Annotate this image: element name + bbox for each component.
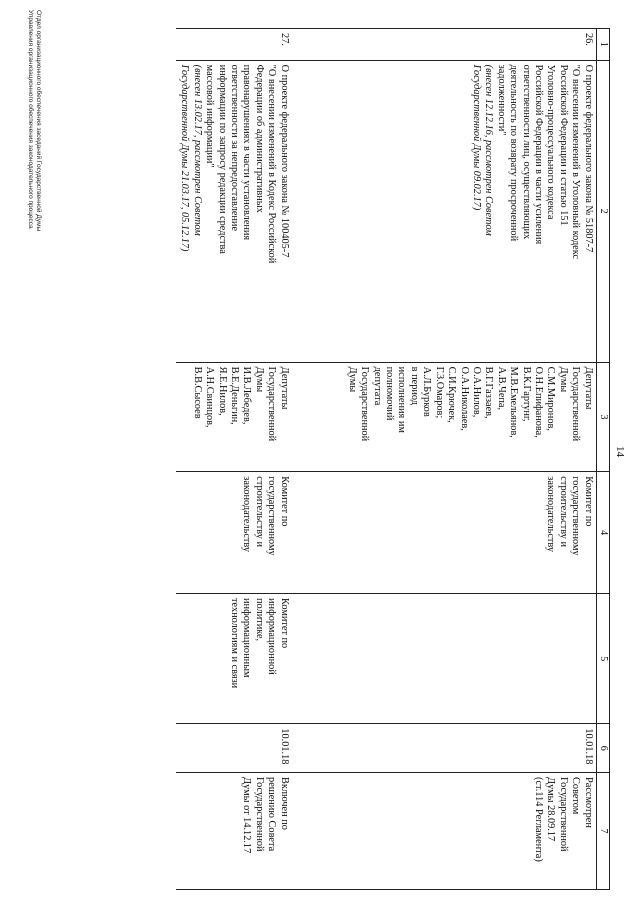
page-number: 14 xyxy=(614,446,626,457)
text-line: Депутаты xyxy=(582,366,594,410)
text-line: В.В.Сысоев xyxy=(191,366,203,419)
text-line: исполнения им xyxy=(396,366,408,433)
text-line: О проекте федерального закона № 51807-7 xyxy=(582,64,594,253)
text-line: Думы от 14.12.17 xyxy=(241,777,253,854)
text-line: Комитет по xyxy=(278,476,290,527)
text-line: Думы xyxy=(253,366,265,393)
text-line: массовой информации" xyxy=(204,64,216,168)
text-line: В.Г.Газзаев, xyxy=(483,366,495,419)
date-text: 10.01.18 xyxy=(278,728,290,765)
text-line: государственному xyxy=(266,476,278,556)
footer xyxy=(26,10,42,231)
text-line: О.А.Николаев, xyxy=(458,366,470,431)
text-line: Российской Федерации в части усиления xyxy=(532,64,544,245)
text-line: Думы xyxy=(557,366,569,393)
text-line: полномочий xyxy=(384,366,396,421)
text-line: В.К.Гартунг, xyxy=(520,366,532,422)
column-header: 3 xyxy=(596,362,609,472)
text-line: информационным xyxy=(241,598,253,678)
row-number xyxy=(292,29,597,61)
text-line: Федерации об административных xyxy=(253,64,265,213)
text-line: Я.Е.Нилов, xyxy=(216,366,228,416)
row-number-text: 27. xyxy=(278,33,290,46)
text-line: В.Е.Деньгин, xyxy=(228,366,240,425)
text-line: информации по запросу редакции средства xyxy=(216,64,228,254)
bill-status xyxy=(176,773,292,890)
text-line: А.Н.Свинцов, xyxy=(204,366,216,428)
text-line: М.В.Емельянов, xyxy=(508,366,520,438)
text-line: Депутаты xyxy=(278,366,290,410)
footer-line: Отдел организационного обеспечения заседаний Государственной Думы xyxy=(35,10,42,232)
co-committee xyxy=(292,594,597,724)
table-row xyxy=(176,29,292,890)
text-line: Думы xyxy=(346,366,358,393)
text-line: в период xyxy=(408,366,420,405)
text-line: Государственной xyxy=(557,777,569,852)
text-line: О.А.Нилов, xyxy=(470,366,482,418)
text-line: (ст.114 Регламента) xyxy=(532,777,544,862)
text-line: (внесен 13.02.17, рассмотрен Советом xyxy=(191,64,203,236)
column-header: 2 xyxy=(596,60,609,362)
text-line: задолженности" xyxy=(495,64,507,136)
text-line: информационной xyxy=(266,598,278,675)
text-line: Государственной xyxy=(253,777,265,852)
bill-status xyxy=(292,773,597,890)
text-line: Государственной xyxy=(570,366,582,442)
text-line: Государственной xyxy=(359,366,371,442)
text-line: Государственной Думы 09.02.17) xyxy=(470,64,482,211)
text-line: государственному xyxy=(570,476,582,556)
text-line: решению Совета xyxy=(266,777,278,852)
text-line: Российской Федерации и статью 151 xyxy=(557,64,569,226)
text-line: Государственной Думы 21.03.17, 05.12.17) xyxy=(179,64,191,252)
text-line: Советом xyxy=(570,777,582,815)
text-line: Включен по xyxy=(278,777,290,830)
text-line: Г.З.Омаров; xyxy=(433,366,445,419)
column-header: 7 xyxy=(596,773,609,890)
text-line: законодательству xyxy=(545,476,557,553)
row-number-text: 26. xyxy=(582,33,594,46)
review-date xyxy=(176,724,292,773)
bill-authors xyxy=(176,362,292,472)
bill-title xyxy=(292,60,597,362)
bills-table xyxy=(176,28,610,890)
text-line: строительству и xyxy=(557,476,569,547)
column-header: 4 xyxy=(596,472,609,594)
text-line: Государственной xyxy=(266,366,278,442)
review-date xyxy=(292,724,597,773)
text-line: технологиям и связи xyxy=(228,598,240,689)
text-line: Думы 28.09.17 xyxy=(545,777,557,842)
text-line: Уголовно-процессуального кодекса xyxy=(545,64,557,220)
text-line: И.В.Лебедев, xyxy=(241,366,253,425)
co-committee xyxy=(176,594,292,724)
footer-line: Управления организационного обеспечения законодательного процесса xyxy=(27,10,34,229)
bill-title xyxy=(176,60,292,362)
responsible-committee xyxy=(292,472,597,594)
text-line: ответственности за непредоставление xyxy=(228,64,240,232)
text-line: "О внесении изменений в Кодекс Российской xyxy=(266,64,278,264)
text-line: О.Н.Епифанова, xyxy=(532,366,544,438)
responsible-committee xyxy=(176,472,292,594)
row-number xyxy=(176,29,292,61)
text-line: законодательству xyxy=(241,476,253,553)
text-line: А.Л.Бурков xyxy=(421,366,433,417)
text-line: Комитет по xyxy=(582,476,594,527)
column-header: 6 xyxy=(596,724,609,773)
text-line: А.В.Чепа, xyxy=(495,366,507,411)
table-row xyxy=(292,29,597,890)
text-line: правонарушениях в части установления xyxy=(241,64,253,241)
text-line: Комитет по xyxy=(278,598,290,649)
text-line: строительству и xyxy=(253,476,265,547)
text-line: ответственности лиц, осуществляющих xyxy=(520,64,532,240)
column-header-row xyxy=(596,29,609,890)
text-line: Рассмотрен xyxy=(582,777,594,828)
column-header: 5 xyxy=(596,594,609,724)
text-line: С.М.Миронов, xyxy=(545,366,557,431)
text-line: (внесен 12.12.16, рассмотрен Советом xyxy=(483,64,495,236)
text-line: С.И.Крючек, xyxy=(446,366,458,423)
text-line: О проекте федерального закона № 100405-7 xyxy=(278,64,290,258)
column-header: 1 xyxy=(596,29,609,61)
text-line: деятельность по возврату просроченной xyxy=(508,64,520,242)
text-line: депутата xyxy=(371,366,383,406)
text-line: политике, xyxy=(253,598,265,642)
bill-authors xyxy=(292,362,597,472)
date-text: 10.01.18 xyxy=(582,728,594,765)
text-line: "О внесении изменений в Уголовный кодекс xyxy=(570,64,582,260)
